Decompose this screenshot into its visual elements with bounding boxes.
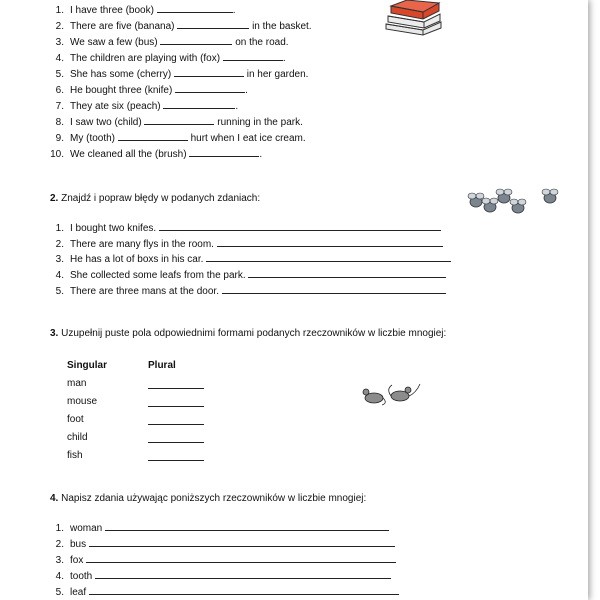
- plural-blank[interactable]: [148, 415, 204, 425]
- flies-icon: [466, 186, 566, 220]
- sentence-line[interactable]: [89, 585, 399, 595]
- mice-icon: [358, 381, 424, 409]
- s1-item-10: 10. We cleaned all the (brush) .: [50, 149, 263, 160]
- singular-word: fish: [67, 450, 83, 461]
- plural-header: Plural: [148, 360, 176, 371]
- section4-heading: 4. Napisz zdania używając poniższych rzeczowników w liczbie mnogiej:: [50, 493, 367, 504]
- sentence-line[interactable]: [95, 569, 391, 579]
- sentence-line[interactable]: [86, 553, 396, 563]
- plural-blank[interactable]: [148, 379, 204, 389]
- s1-item-1: 1. I have three (book) .: [55, 5, 236, 16]
- sentence-line[interactable]: [105, 521, 389, 531]
- s1-item-9: 9. My (tooth) hurt when I eat ice cream.: [55, 133, 306, 144]
- s2-item-3: 3. He has a lot of boxs in his car.: [44, 252, 451, 266]
- answer-blank[interactable]: [223, 51, 283, 61]
- s1-item-2: 2. There are five (banana) in the basket.: [55, 21, 312, 32]
- answer-blank[interactable]: [157, 3, 233, 13]
- stack-of-books-icon: [383, 0, 445, 36]
- s4-item-2: 2. bus: [44, 537, 395, 551]
- singular-header: Singular: [67, 360, 108, 371]
- correction-line[interactable]: [217, 237, 443, 247]
- correction-line[interactable]: [159, 221, 441, 231]
- s2-item-2: 2. There are many flys in the room.: [44, 237, 443, 251]
- s4-item-4: 4. tooth: [44, 569, 391, 583]
- answer-blank[interactable]: [174, 67, 244, 77]
- singular-word: mouse: [67, 396, 98, 407]
- s2-item-4: 4. She collected some leafs from the park.: [44, 268, 446, 282]
- s2-item-1: 1. I bought two knifes.: [44, 221, 441, 235]
- s4-item-5: 5. leaf: [44, 585, 399, 599]
- s1-item-7: 7. They ate six (peach) .: [55, 101, 239, 112]
- s4-item-1: 1. woman: [44, 521, 389, 535]
- plural-blank[interactable]: [148, 433, 204, 443]
- s1-item-4: 4. The children are playing with (fox) .: [55, 53, 286, 64]
- s1-item-5: 5. She has some (cherry) in her garden.: [55, 69, 309, 80]
- s4-item-3: 3. fox: [44, 553, 396, 567]
- s1-item-6: 6. He bought three (knife) .: [55, 85, 248, 96]
- correction-line[interactable]: [248, 268, 446, 278]
- singular-word: child: [67, 432, 88, 443]
- section2-heading: 2. Znajdź i popraw błędy w podanych zdaniach:: [50, 193, 261, 204]
- answer-blank[interactable]: [189, 147, 259, 157]
- s2-item-5: 5. There are three mans at the door.: [44, 284, 446, 298]
- s1-item-8: 8. I saw two (child) running in the park.: [55, 117, 303, 128]
- plural-blank[interactable]: [148, 397, 204, 407]
- singular-word: man: [67, 378, 87, 389]
- singular-word: foot: [67, 414, 84, 425]
- correction-line[interactable]: [222, 284, 446, 294]
- answer-blank[interactable]: [118, 131, 188, 141]
- answer-blank[interactable]: [175, 83, 245, 93]
- answer-blank[interactable]: [163, 99, 235, 109]
- correction-line[interactable]: [206, 252, 451, 262]
- sentence-line[interactable]: [89, 537, 395, 547]
- section3-heading: 3. Uzupełnij puste pola odpowiednimi formami podanych rzeczowników w liczbie mnogiej:: [50, 328, 447, 339]
- answer-blank[interactable]: [177, 19, 249, 29]
- answer-blank[interactable]: [160, 35, 232, 45]
- plural-blank[interactable]: [148, 451, 204, 461]
- s1-item-3: 3. We saw a few (bus) on the road.: [55, 37, 289, 48]
- answer-blank[interactable]: [144, 115, 214, 125]
